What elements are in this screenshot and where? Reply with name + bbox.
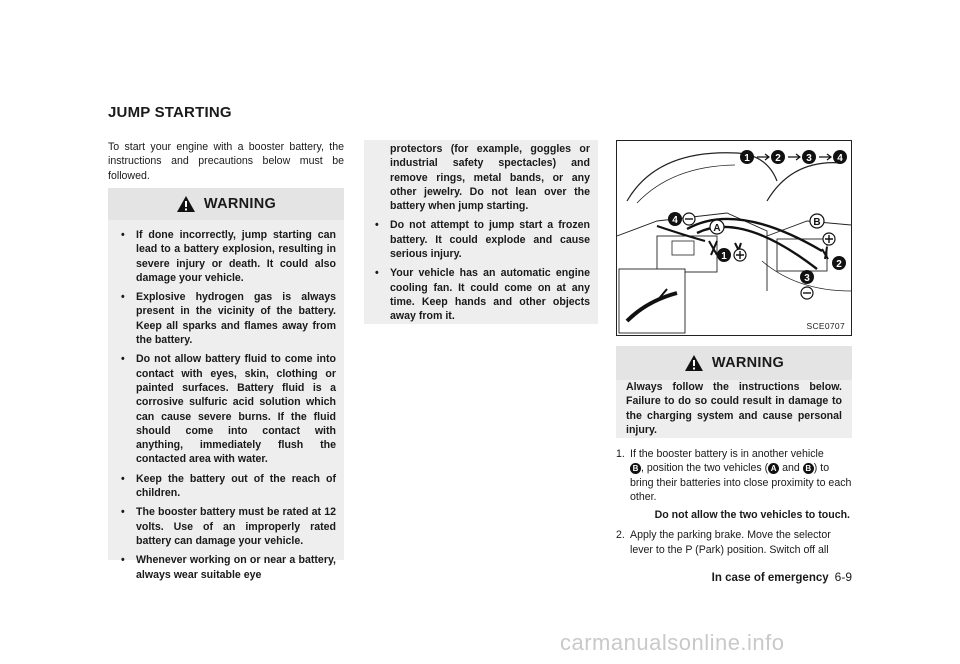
svg-text:1: 1	[721, 251, 727, 262]
list-item: • Keep the battery out of the reach of children.	[121, 472, 336, 500]
step-note: Do not allow the two vehicles to touch.	[654, 509, 850, 522]
footer-section: In case of emergency	[711, 572, 829, 584]
warning-box-2	[616, 346, 852, 438]
intro-paragraph: To start your engine with a booster battery, the instructions and precautions below must be followed.	[108, 141, 344, 182]
list-item: • Whenever working on or near a battery, always wear suitable eye	[121, 554, 336, 581]
page-footer	[712, 570, 852, 584]
warning-body: Always follow the instructions below. Failure to do so could result in damage to the charging system and cause personal injury.	[616, 380, 852, 438]
warning-header	[108, 188, 344, 220]
figure-caption: SCE0707	[806, 321, 845, 331]
svg-text:4: 4	[672, 215, 678, 226]
section-title: JUMP STARTING	[108, 104, 232, 121]
svg-text:B: B	[813, 217, 821, 228]
warning-box-1	[108, 188, 344, 581]
warning-list	[118, 228, 336, 582]
svg-text:3: 3	[804, 273, 810, 284]
warning-header	[616, 346, 852, 380]
step-text: If the booster battery is in another vehicle	[630, 448, 824, 460]
step-number: 2.	[616, 529, 625, 542]
list-item: • Explosive hydrogen gas is always present in the vicinity of the battery. Keep all sparks and flames away from the battery.	[121, 291, 336, 347]
step-text: , position the two vehicles (	[641, 462, 769, 475]
warning-triangle-icon	[176, 195, 196, 213]
svg-text:2: 2	[836, 259, 842, 270]
step-text: )	[813, 462, 818, 475]
step-text: and	[782, 462, 800, 475]
vehicle-b-badge: B	[803, 463, 814, 474]
jump-start-diagram	[616, 140, 852, 336]
list-item: • If done incorrectly, jump starting can lead to a battery explosion, resulting in severe injury or death. It could also damage your vehicle.	[121, 229, 336, 284]
vehicle-a-badge: A	[768, 463, 779, 474]
jump-start-illustration	[617, 141, 851, 335]
warning-triangle-icon	[684, 354, 704, 372]
warning-title: WARNING	[711, 355, 785, 371]
list-item: • Your vehicle has an automatic engine cooling fan. It could come on at any time. Keep hands and other objects away from it.	[375, 267, 590, 323]
svg-text:A: A	[713, 223, 721, 234]
watermark: carmanualsonline.info	[560, 630, 785, 655]
svg-text:1: 1	[744, 153, 750, 164]
warning-continued-text: protectors (for example, goggles or industrial safety spectacles) and remove rings, metal bands, or any other jewelry. Do not lean over the battery when jump starting.	[390, 143, 590, 213]
warning-body	[108, 220, 344, 581]
steps-list	[616, 447, 852, 563]
svg-text:3: 3	[806, 153, 812, 164]
step-text: to bring their batteries into close proximity to each other.	[630, 462, 852, 503]
step-2	[616, 528, 852, 557]
list-item: • The booster battery must be rated at 12 volts. Use of an improperly rated battery can damage your vehicle.	[121, 506, 336, 547]
step-1	[616, 447, 852, 522]
step-number: 1.	[616, 448, 625, 460]
page-number: 6-9	[834, 570, 852, 584]
warning-list	[372, 218, 590, 323]
warning-title: WARNING	[203, 196, 277, 212]
svg-text:4: 4	[837, 153, 843, 164]
warning-box-1-continued	[364, 140, 598, 322]
list-item: • Do not attempt to jump start a frozen battery. It could explode and cause serious injury.	[375, 219, 590, 261]
vehicle-b-badge: B	[630, 463, 641, 474]
svg-text:2: 2	[775, 153, 781, 164]
warning-body	[364, 140, 598, 324]
step-text: Apply the parking brake. Move the selector lever to the P (Park) position. Switch off all	[630, 529, 831, 556]
list-item: • Do not allow battery fluid to come into contact with eyes, skin, clothing or painted surfaces. Battery fluid is a corrosive sulfuric acid solution which can cause severe burns. If the fluid should come into contact with anything, immediately flush the contacted area with water.	[121, 353, 336, 466]
